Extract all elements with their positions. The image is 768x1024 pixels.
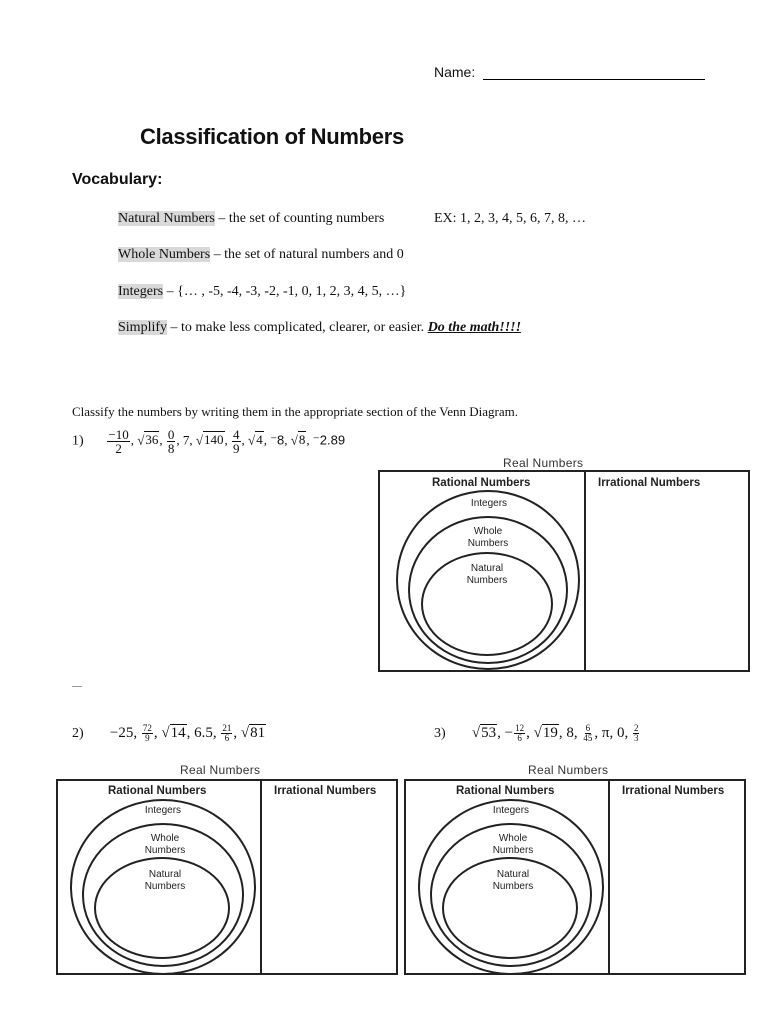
vocab-whole-numbers [118, 247, 404, 263]
fraction: $\frac{-10}{2}$ [108, 427, 129, 456]
number: 6.5 [194, 724, 213, 741]
problem-2: 2) −25, $\frac{72}{9}$ , √14, 6.5, $\frac{21}{6}$ , √81 [72, 723, 266, 743]
real-numbers-box[interactable] [56, 779, 398, 975]
real-numbers-box[interactable] [404, 779, 746, 975]
rational-numbers-title: Rational Numbers [108, 785, 207, 797]
venn-diagram-1 [378, 456, 750, 672]
irrational-numbers-title: Irrational Numbers [274, 785, 377, 797]
fraction: $\frac{6}{45}$ [583, 723, 593, 743]
irrational-numbers-title: Irrational Numbers [622, 785, 725, 797]
name-label: Name: [434, 64, 476, 80]
irrational-numbers-title: Irrational Numbers [598, 477, 701, 489]
vocab-natural-numbers [118, 211, 384, 227]
number: 8 [566, 724, 574, 741]
vocabulary-heading: Vocabulary: [72, 171, 163, 188]
divider [584, 472, 586, 670]
square-root: √81 [240, 724, 266, 741]
real-numbers-box[interactable] [378, 470, 750, 672]
vocab-term: Natural Numbers [118, 211, 215, 226]
vocab-emphasis: Do the math!!!! [427, 320, 522, 335]
fraction: $\frac{21}{6}$ [222, 723, 232, 743]
fraction: $\frac{2}{3}$ [633, 723, 639, 743]
number: 7 [182, 432, 190, 448]
rational-numbers-title: Rational Numbers [456, 785, 555, 797]
divider [608, 781, 610, 973]
real-numbers-label: Real Numbers [180, 763, 261, 777]
number: 0 [616, 724, 625, 741]
real-numbers-label: Real Numbers [503, 456, 584, 470]
integers-label: Integers [144, 805, 182, 816]
venn-diagram-3 [404, 763, 746, 975]
divider-mark [72, 686, 82, 687]
problem-1: 1) $\frac{-10}{2}$ , √36, $\frac{0}{8}$ , 7, √140, $\frac{4}{9}$ , √4, ⁻8, √8, ⁻2.89 [72, 427, 346, 456]
natural-numbers-label: Natural Numbers [492, 869, 534, 892]
page-title: Classification of Numbers [140, 124, 404, 149]
square-root: √36 [137, 432, 159, 448]
vocab-definition: – {… , -5, -4, -3, -2, -1, 0, 1, 2, 3, 4, 5, …} [163, 284, 407, 299]
integers-label: Integers [470, 498, 508, 509]
vocab-definition: – the set of counting numbers [214, 211, 385, 226]
integers-label: Integers [492, 805, 530, 816]
number: π [601, 724, 610, 741]
vocab-definition: – to make less complicated, clearer, or easier. [167, 320, 428, 335]
vocab-term: Integers [118, 284, 164, 299]
fraction: $\frac{0}{8}$ [167, 427, 175, 456]
rational-numbers-title: Rational Numbers [432, 477, 531, 489]
number: −25 [109, 724, 134, 741]
venn-diagram-2 [56, 763, 398, 975]
square-root: √4 [248, 432, 263, 448]
fraction: $\frac{4}{9}$ [233, 427, 240, 456]
whole-numbers-label: Whole Numbers [144, 833, 186, 856]
problem-number: 2) [72, 725, 84, 741]
problem-number: 1) [72, 433, 84, 449]
negative-sign: − [504, 724, 514, 741]
instructions: Classify the numbers by writing them in the appropriate section of the Venn Diagram. [72, 404, 518, 419]
fraction: $\frac{12}{6}$ [515, 723, 525, 743]
number: ⁻8 [270, 432, 285, 448]
natural-numbers-label: Natural Numbers [144, 869, 186, 892]
fraction: $\frac{72}{9}$ [142, 723, 152, 743]
vocab-simplify [118, 320, 521, 336]
problem-3: 3) √53, − $\frac{12}{6}$ , √19, 8, $\frac{6}{45}$ , π, 0, $\frac{2}{3}$ [434, 723, 639, 743]
name-field[interactable] [483, 79, 705, 80]
real-numbers-label: Real Numbers [528, 763, 609, 777]
square-root: √8 [290, 432, 306, 448]
square-root: √140 [195, 432, 224, 448]
square-root: √14 [161, 724, 186, 741]
square-root: √53 [471, 724, 497, 741]
whole-numbers-label: Whole Numbers [492, 833, 534, 856]
vocab-definition: – the set of natural numbers and 0 [210, 247, 404, 262]
divider [260, 781, 262, 973]
square-root: √19 [533, 724, 558, 741]
number: ⁻2.89 [312, 432, 346, 448]
vocab-integers [118, 284, 406, 300]
whole-numbers-label: Whole Numbers [467, 526, 509, 549]
problem-number: 3) [434, 725, 446, 741]
vocab-example: EX: 1, 2, 3, 4, 5, 6, 7, 8, … [434, 211, 587, 226]
vocab-term: Simplify [118, 320, 168, 335]
vocab-term: Whole Numbers [118, 247, 211, 262]
natural-numbers-label: Natural Numbers [466, 563, 508, 586]
